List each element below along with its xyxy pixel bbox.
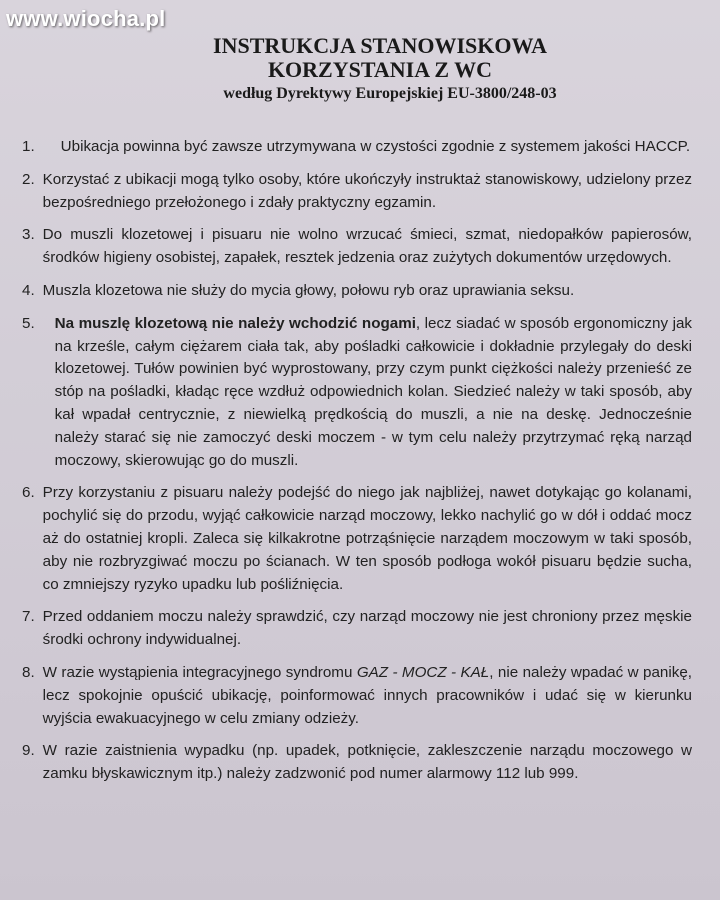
- title-line-1: INSTRUKCJA STANOWISKOWA: [213, 33, 547, 58]
- item-number: 9.: [22, 742, 35, 760]
- item-text: W razie zaistnienia wypadku (np. upadek, potknięcie, zakleszczenie narządu moczowego w zamku błyskawicznym itp.) należy zadzwonić pod numer alarmowy 112 lub 999.: [42, 742, 692, 783]
- item-number: 5.: [22, 314, 35, 332]
- title-line-2: KORZYSTANIA Z WC: [267, 57, 493, 82]
- subtitle: według Dyrektywy Europejskiej EU-3800/248-03: [223, 85, 557, 102]
- site-watermark: www.wiocha.pl: [6, 6, 166, 31]
- list-item: [22, 136, 692, 159]
- item-number: 2.: [22, 170, 35, 188]
- list-item: [22, 224, 692, 270]
- item-number: 7.: [22, 608, 35, 626]
- list-item: [22, 662, 692, 730]
- item-text: [55, 313, 692, 473]
- item-number: 6.: [22, 484, 35, 502]
- item-text: Muszla klozetowa nie służy do mycia głowy, połowu ryb oraz uprawiania seksu.: [42, 281, 575, 299]
- list-item: [22, 482, 692, 596]
- item-number: 8.: [22, 663, 35, 681]
- instruction-list: [22, 136, 692, 796]
- item-number: 4.: [22, 281, 35, 299]
- list-item: [22, 280, 692, 303]
- item-pre-text: W razie wystąpienia integracyjnego syndromu: [42, 663, 357, 681]
- list-item: [22, 313, 692, 473]
- item-body-text: , lecz siadać w sposób ergonomiczny jak na krześle, całym ciężarem ciała tak, aby pośladki całkowicie i dokładnie przylegały do deski klozetowej. Tułów powinien być wyprostowany, przy czym punkt ciężkości należy przenieść ze stóp na pośladki, kładąc ręce wzdłuż odpowiednich kolan. Siedzieć należy w taki sposób, aby kał wpadał centrycznie, z niewielką prędkością do muszli, a nie na deskę. Jednocześnie należy starać się nie zamoczyć deski moczem - w tym celu należy przytrzymać ręką narząd moczowy, skierowując go do muszli.: [54, 314, 692, 469]
- item-number: 1.: [22, 138, 35, 155]
- list-item: [22, 740, 692, 786]
- item-bold-text: Na muszlę klozetową nie należy wchodzić nogami: [54, 314, 416, 332]
- list-item: [22, 606, 692, 652]
- document-header: [0, 34, 720, 104]
- item-text: [43, 662, 692, 730]
- list-item: [22, 169, 692, 215]
- item-text: Ubikacja powinna być zawsze utrzymywana w czystości zgodnie z systemem jakości HACCP.: [60, 138, 691, 155]
- item-text: Do muszli klozetowej i pisuaru nie wolno wrzucać śmieci, szmat, niedopałków papierosów, środków higieny osobistej, zapałek, resztek jedzenia oraz zużytych dokumentów urzędowych.: [42, 226, 692, 267]
- item-text: Przed oddaniem moczu należy sprawdzić, czy narząd moczowy nie jest chroniony przez męskie środki ochrony indywidualnej.: [42, 608, 692, 649]
- item-italic-text: GAZ - MOCZ - KAŁ: [356, 663, 490, 681]
- item-text: Przy korzystaniu z pisuaru należy podejść do niego jak najbliżej, nawet dotykając go kolanami, pochylić się do przodu, wyjąć całkowicie narząd moczowy, lekko nachylić go w dół i oddać mocz aż do ostatniej kropli. Zaleca się kilkakrotne potrząśnięcie narządem moczowym w taki sposób, aby nie rozbryzgiwać moczu po ścianach. W ten sposób podłoga wokół pisuaru będzie sucha, co zmniejszy ryzyko upadku lub pośliźnięcia.: [42, 484, 692, 593]
- item-body-text: , nie należy wpadać w panikę, lecz spokojnie opuścić ubikację, poinformować innych pracowników i udać się w kierunku wyjścia ewakuacyjnego w celu zmiany odzieży.: [42, 663, 692, 727]
- item-number: 3.: [22, 226, 35, 244]
- item-text: Korzystać z ubikacji mogą tylko osoby, które ukończyły instruktaż stanowiskowy, udzielony przez bezpośredniego przełożonego i zdały praktyczny egzamin.: [42, 170, 692, 211]
